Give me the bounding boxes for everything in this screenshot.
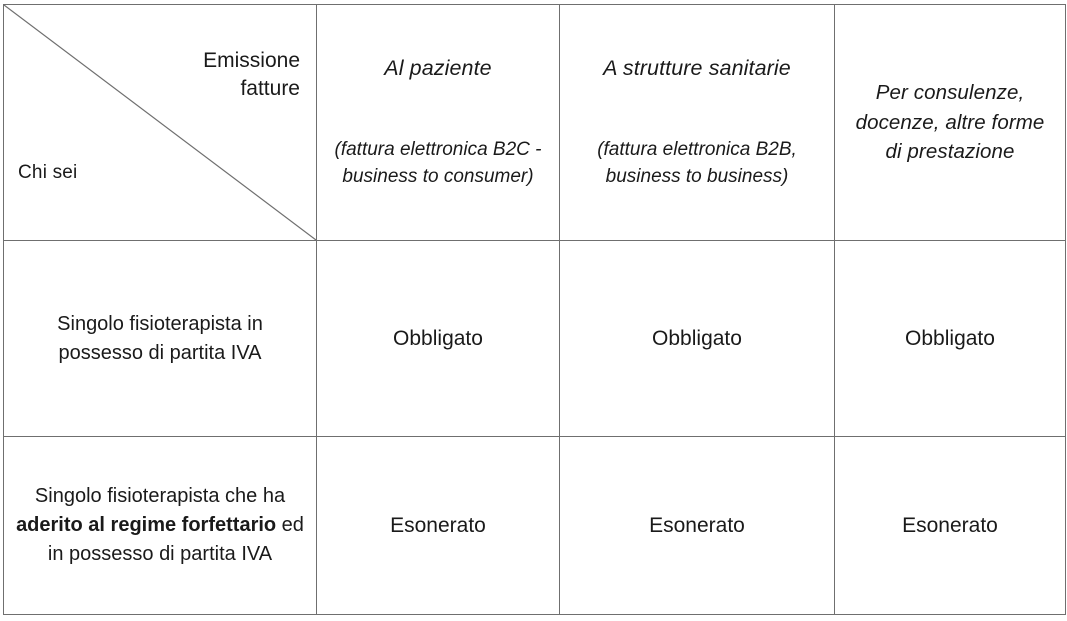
- column-header-title: A strutture sanitarie: [603, 56, 791, 81]
- column-header-title: Al paziente: [384, 56, 492, 81]
- table-corner-cell: [4, 5, 317, 241]
- row-header-regime-forfettario: [4, 437, 317, 615]
- column-header-al-paziente: [317, 5, 560, 241]
- row-header-singolo-fisioterapista-partita-iva: [4, 241, 317, 437]
- column-header-subtitle: (fattura elettronica B2B, business to business): [597, 139, 797, 187]
- column-header-strutture-sanitarie: [560, 5, 835, 241]
- column-header-title: Per consulenze, docenze, altre forme di prestazione: [855, 80, 1045, 164]
- cell-esonerato-consulenze: Esonerato: [835, 437, 1066, 615]
- cell-esonerato-paziente: Esonerato: [317, 437, 560, 615]
- row-header-label-part1: Singolo fisioterapista che ha: [34, 485, 286, 507]
- table-header-row: [4, 5, 1066, 241]
- diagonal-divider-icon: [4, 5, 316, 240]
- cell-obbligato-strutture: Obbligato: [560, 241, 835, 437]
- corner-column-axis-label: Emissione fatture: [203, 49, 300, 100]
- cell-esonerato-strutture: Esonerato: [560, 437, 835, 615]
- corner-row-axis-label: Chi sei: [18, 162, 78, 183]
- invoicing-obligations-table: [3, 4, 1066, 615]
- row-header-label-emphasis: aderito al regime forfettario: [16, 514, 277, 536]
- column-header-consulenze-docenze: [835, 5, 1066, 241]
- table-row: [4, 241, 1066, 437]
- cell-obbligato-consulenze: Obbligato: [835, 241, 1066, 437]
- cell-obbligato-paziente: Obbligato: [317, 241, 560, 437]
- document-page: [0, 4, 1067, 621]
- row-header-label: Singolo fisioterapista in possesso di partita IVA: [57, 312, 263, 364]
- row-header-label-part2: ed in possesso di partita IVA: [47, 514, 304, 565]
- column-header-subtitle: (fattura elettronica B2C - business to consumer): [334, 139, 542, 187]
- table-row: [4, 437, 1066, 615]
